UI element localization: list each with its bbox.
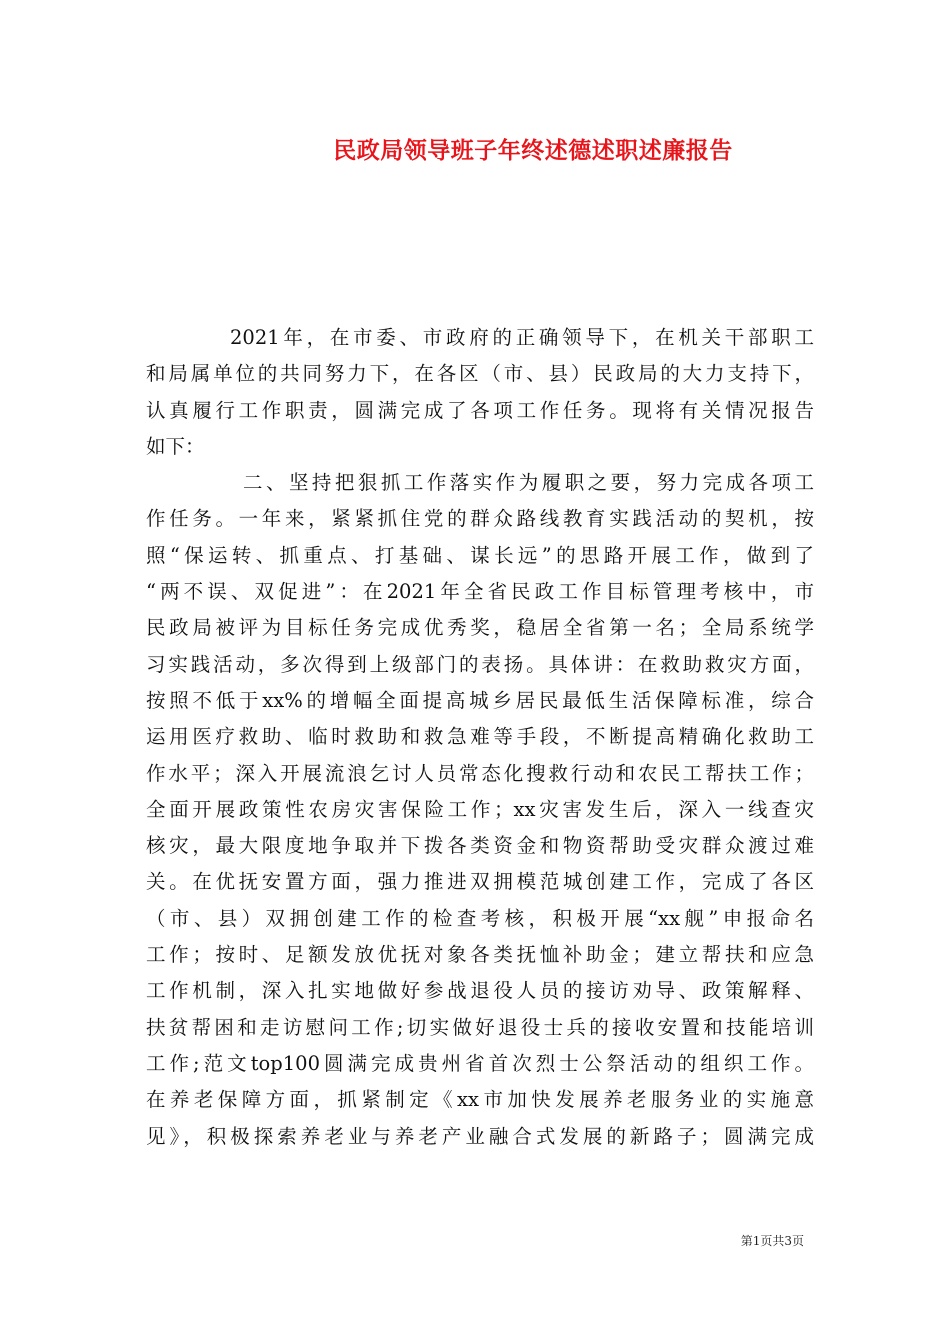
text-line: （市、县）双拥创建工作的检查考核，积极开展“xx舰”申报命名 — [146, 906, 814, 930]
text-line: 二、坚持把狠抓工作落实作为履职之要，努力完成各项工 — [243, 471, 814, 495]
text-line: 照“保运转、抓重点、打基础、谋长远”的思路开展工作，做到了 — [146, 543, 814, 567]
text-line: 民政局被评为目标任务完成优秀奖，稳居全省第一名；全局系统学 — [146, 616, 814, 640]
text-line: 认真履行工作职责，圆满完成了各项工作任务。现将有关情况报告 — [146, 398, 814, 422]
text-line: 习实践活动，多次得到上级部门的表扬。具体讲：在救助救灾方面， — [146, 652, 814, 676]
paragraph-intro — [146, 320, 814, 465]
text-line: 在养老保障方面，抓紧制定《xx市加快发展养老服务业的实施意 — [146, 1088, 814, 1112]
text-line: 工作;范文top100圆满完成贵州省首次烈士公祭活动的组织工作。 — [146, 1051, 814, 1075]
text-line: 见》，积极探索养老业与养老产业融合式发展的新路子；圆满完成 — [146, 1124, 814, 1148]
document-body — [146, 320, 814, 1155]
text-line: 工作机制，深入扎实地做好参战退役人员的接访劝导、政策解释、 — [146, 979, 814, 1003]
text-line: 如下： — [146, 434, 205, 458]
text-line: 作水平；深入开展流浪乞讨人员常态化搜救行动和农民工帮扶工作； — [146, 761, 814, 785]
text-line: 扶贫帮困和走访慰问工作;切实做好退役士兵的接收安置和技能培训 — [146, 1015, 814, 1039]
text-line: 全面开展政策性农房灾害保险工作；xx灾害发生后，深入一线查灾 — [146, 797, 814, 821]
text-line: 工作；按时、足额发放优抚对象各类抚恤补助金；建立帮扶和应急 — [146, 943, 814, 967]
paragraph-section-two — [146, 465, 814, 1155]
text-line: 2021年，在市委、市政府的正确领导下，在机关干部职工 — [230, 326, 814, 349]
text-line: 运用医疗救助、临时救助和救急难等手段，不断提高精确化救助工 — [146, 725, 814, 749]
text-line: 关。在优抚安置方面，强力推进双拥模范城创建工作，完成了各区 — [146, 870, 814, 894]
document-title: 民政局领导班子年终述德述职述廉报告 — [333, 137, 733, 164]
text-line: 核灾，最大限度地争取并下拨各类资金和物资帮助受灾群众渡过难 — [146, 834, 814, 858]
page-number: 第1页共3页 — [740, 1234, 804, 1248]
text-line: “两不误、双促进”：在2021年全省民政工作目标管理考核中，市 — [146, 580, 814, 604]
text-line: 和局属单位的共同努力下，在各区（市、县）民政局的大力支持下， — [146, 362, 814, 386]
text-line: 按照不低于xx%的增幅全面提高城乡居民最低生活保障标准，综合 — [146, 688, 814, 712]
text-line: 作任务。一年来，紧紧抓住党的群众路线教育实践活动的契机，按 — [146, 507, 814, 531]
